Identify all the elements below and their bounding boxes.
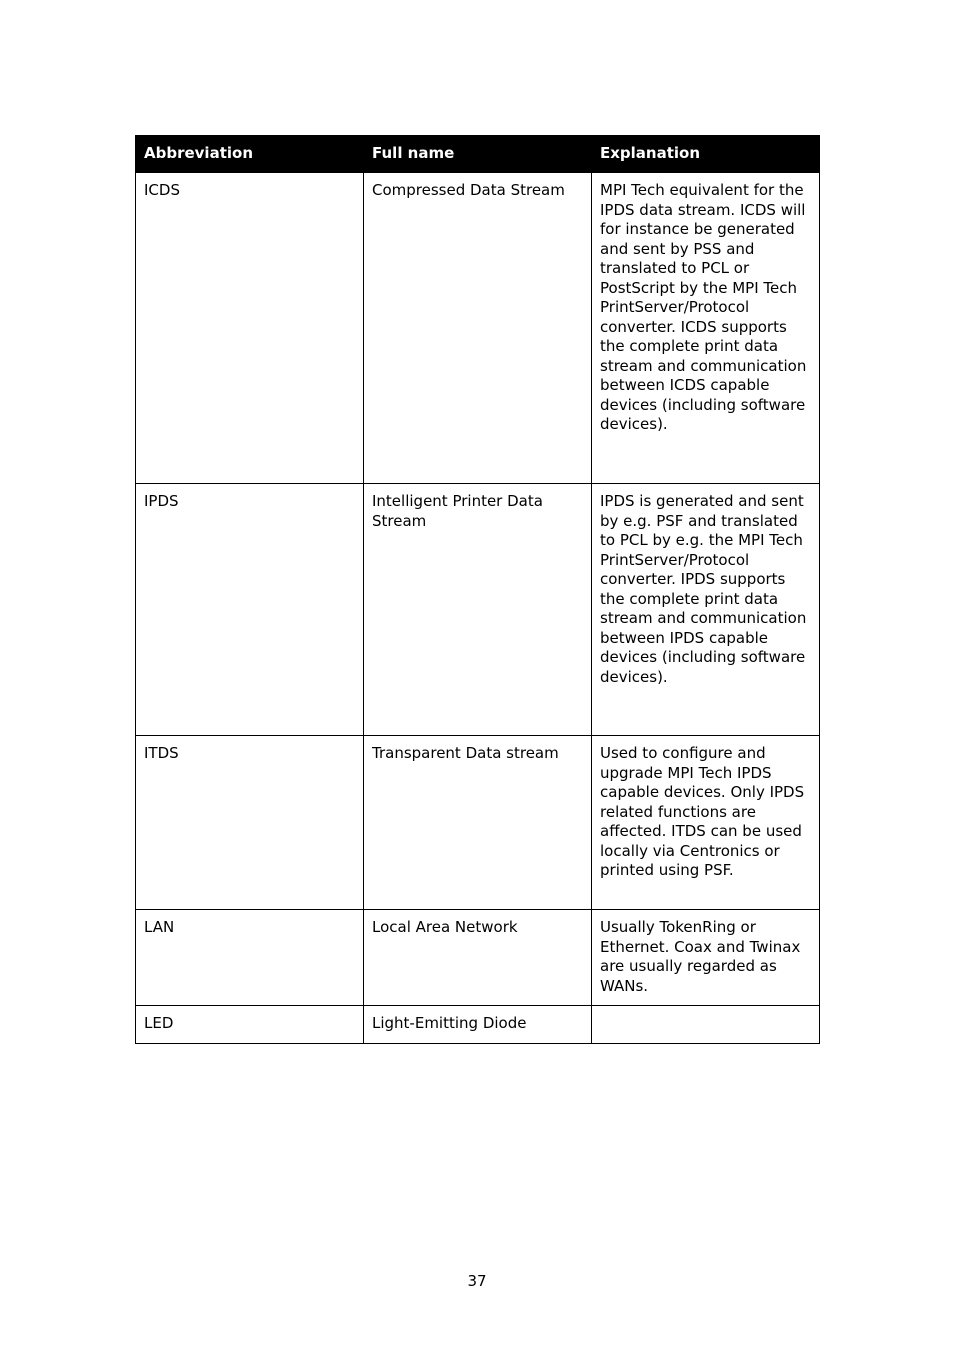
cell-full-name: Transparent Data stream (364, 736, 592, 910)
table-row (136, 484, 820, 736)
cell-full-name: Intelligent Printer Data Stream (364, 484, 592, 736)
header-explanation: Explanation (592, 136, 820, 173)
table-row (136, 173, 820, 484)
table-row (136, 736, 820, 910)
cell-explanation: Used to configure and upgrade MPI Tech IPDS capable devices. Only IPDS related functions are affected. ITDS can be used locally via Centronics or printed using PSF. (592, 736, 820, 910)
page-number: 37 (467, 1272, 487, 1290)
cell-abbreviation: ITDS (136, 736, 364, 910)
cell-full-name: Compressed Data Stream (364, 173, 592, 484)
cell-explanation: IPDS is generated and sent by e.g. PSF and translated to PCL by e.g. the MPI Tech PrintServer/Protocol converter. IPDS supports the complete print data stream and communication between IPDS capable devices (including software devices). (592, 484, 820, 736)
header-full-name: Full name (364, 136, 592, 173)
cell-abbreviation: LED (136, 1006, 364, 1044)
cell-full-name: Light-Emitting Diode (364, 1006, 592, 1044)
table-header-row (136, 136, 820, 173)
cell-explanation: MPI Tech equivalent for the IPDS data stream. ICDS will for instance be generated and sent by PSS and translated to PCL or PostScript by the MPI Tech PrintServer/Protocol converter. ICDS supports the complete print data stream and communication between ICDS capable devices (including software devices). (592, 173, 820, 484)
cell-explanation: Usually TokenRing or Ethernet. Coax and Twinax are usually regarded as WANs. (592, 910, 820, 1006)
cell-full-name: Local Area Network (364, 910, 592, 1006)
cell-abbreviation: IPDS (136, 484, 364, 736)
table-row (136, 910, 820, 1006)
abbreviation-table (135, 135, 820, 1044)
cell-abbreviation: LAN (136, 910, 364, 1006)
header-abbreviation: Abbreviation (136, 136, 364, 173)
table-row (136, 1006, 820, 1044)
cell-explanation (592, 1006, 820, 1044)
cell-abbreviation: ICDS (136, 173, 364, 484)
